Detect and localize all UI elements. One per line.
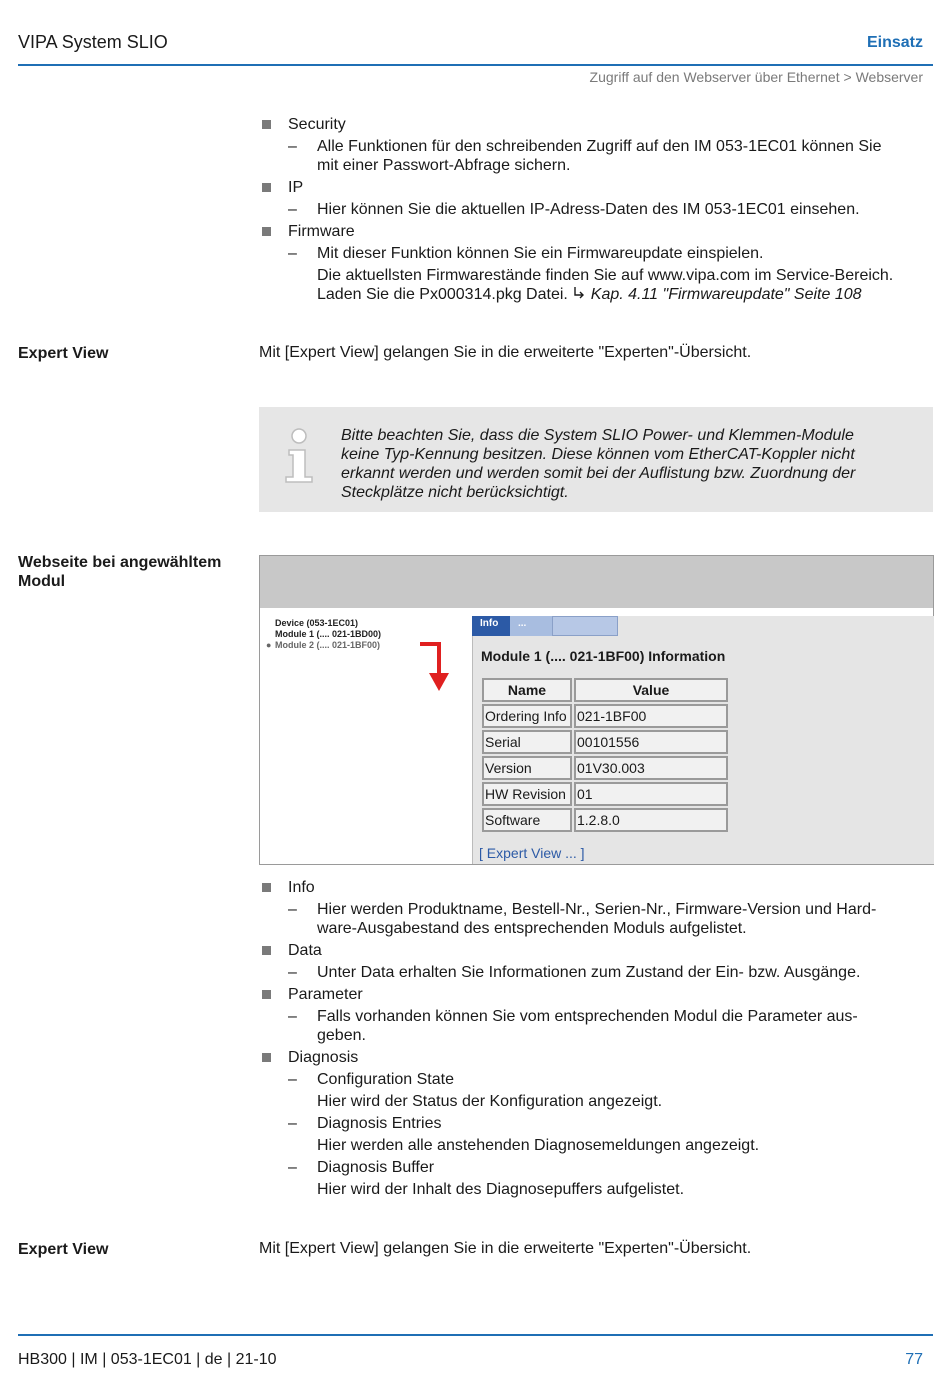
sub-item: – Diagnosis Entries [288, 1115, 442, 1132]
bullet-square-icon [262, 946, 271, 955]
section-title: Einsatz [866, 34, 923, 51]
sub-item: – Alle Funktionen für den schreibenden Zugriff auf den IM 053-1EC01 können Sie [288, 138, 882, 155]
column-header-name: Name [482, 678, 572, 702]
cell-value: 00101556 [574, 730, 728, 754]
panel-title: Module 1 (.... 021-1BF00) Information [481, 648, 726, 664]
cell-value: 01 [574, 782, 728, 806]
breadcrumb: Zugriff auf den Webserver über Ethernet > Webserver [589, 69, 923, 85]
sub-item: – Mit dieser Funktion können Sie ein Firmwareupdate einspielen. [288, 245, 764, 262]
sub-item-description: Hier wird der Status der Konfiguration angezeigt. [317, 1093, 663, 1110]
table-row [482, 808, 728, 832]
cell-name: Version [482, 756, 572, 780]
reference-arrow-icon [572, 286, 586, 300]
bullet-square-icon [262, 227, 271, 236]
list-item-firmware: Firmware [259, 222, 939, 241]
bullet-square-icon [262, 990, 271, 999]
sub-item: – Hier können Sie die aktuellen IP-Adress-Daten des IM 053-1EC01 einsehen. [288, 201, 860, 218]
sub-item-continuation: geben. [317, 1027, 366, 1044]
table-row [482, 730, 728, 754]
cell-value: 1.2.8.0 [574, 808, 728, 832]
page-number: 77 [905, 1351, 923, 1368]
expert-view-text: Mit [Expert View] gelangen Sie in die erweiterte "Experten"-Übersicht. [259, 344, 752, 361]
list-item-data: Data [259, 941, 939, 960]
module-function-list [259, 878, 939, 1202]
sub-item-description: Hier wird der Inhalt des Diagnosepuffers aufgelistet. [317, 1181, 685, 1198]
cell-value: 021-1BF00 [574, 704, 728, 728]
sub-item-continuation: mit einer Passwort-Abfrage sichern. [317, 157, 571, 174]
tab-info[interactable]: Info [472, 616, 510, 636]
bullet-dot-icon: ● [266, 640, 272, 650]
table-header-row [482, 678, 728, 702]
table-row [482, 704, 728, 728]
tree-item-module-1[interactable]: Module 1 (.... 021-1BD00) [275, 629, 382, 639]
expert-view-text: Mit [Expert View] gelangen Sie in die erweiterte "Experten"-Übersicht. [259, 1240, 752, 1257]
footer-document-id: HB300 | IM | 053-1EC01 | de | 21-10 [18, 1351, 277, 1368]
sub-item-continuation: Die aktuellsten Firmwarestände finden Sie auf www.vipa.com im Service-Bereich. [317, 267, 894, 284]
header-divider [18, 64, 933, 66]
module-info-table [480, 676, 730, 834]
module-tree [266, 618, 381, 651]
sub-item-continuation: Laden Sie die Px000314.pkg Datei. Kap. 4.11 "Firmwareupdate" Seite 108 [317, 286, 862, 303]
cross-reference-link[interactable]: Kap. 4.11 "Firmwareupdate" Seite 108 [572, 286, 861, 303]
sub-item: – Unter Data erhalten Sie Informationen zum Zustand der Ein- bzw. Ausgänge. [288, 964, 861, 981]
cell-name: Serial [482, 730, 572, 754]
list-item-security: Security [259, 115, 939, 134]
expert-view-label: Expert View [18, 1241, 109, 1258]
bullet-square-icon [262, 120, 271, 129]
sub-item: – Hier werden Produktname, Bestell-Nr., Serien-Nr., Firmware-Version und Hard- [288, 901, 877, 918]
tree-item-module-2[interactable]: ● Module 2 (.... 021-1BF00) [266, 640, 381, 650]
list-item-parameter: Parameter [259, 985, 939, 1004]
webpage-section-label: Webseite bei angewähltem Modul [18, 554, 222, 590]
bullet-square-icon [262, 1053, 271, 1062]
list-item-diagnosis: Diagnosis [259, 1048, 939, 1067]
note-text: Bitte beachten Sie, dass die System SLIO Power- und Klemmen-Module keine Typ-Kennung besitzen. Diese können vom EtherCAT-Koppler nicht erkannt werden und werden somit bei der Auflistung bzw. Zuordnung der Steckplätze nicht berücksichtigt. [341, 427, 856, 501]
webserver-screenshot [259, 555, 934, 865]
footer-divider [18, 1334, 933, 1336]
sub-item-description: Hier werden alle anstehenden Diagnosemeldungen angezeigt. [317, 1137, 760, 1154]
table-row [482, 756, 728, 780]
cell-name: Ordering Info [482, 704, 572, 728]
bullet-square-icon [262, 183, 271, 192]
screenshot-top-bar [260, 556, 933, 608]
list-item-info: Info [259, 878, 939, 897]
tree-item-device[interactable]: Device (053-1EC01) [275, 618, 359, 628]
tab-more[interactable]: ... [510, 616, 552, 636]
function-list [259, 115, 939, 307]
list-item-ip: IP [259, 178, 939, 197]
document-title: VIPA System SLIO [18, 32, 168, 52]
tab-empty [552, 616, 618, 636]
info-icon [281, 425, 321, 485]
column-header-value: Value [574, 678, 728, 702]
sub-item-continuation: ware-Ausgabestand des entsprechenden Moduls aufgelistet. [317, 920, 747, 937]
sub-item: – Configuration State [288, 1071, 454, 1088]
table-row [482, 782, 728, 806]
red-arrow-icon [420, 641, 450, 693]
expert-view-label: Expert View [18, 345, 109, 362]
cell-value: 01V30.003 [574, 756, 728, 780]
expert-view-link[interactable]: [ Expert View ... ] [479, 845, 585, 861]
bullet-square-icon [262, 883, 271, 892]
sub-item: – Diagnosis Buffer [288, 1159, 435, 1176]
cell-name: Software [482, 808, 572, 832]
cell-name: HW Revision [482, 782, 572, 806]
sub-item: – Falls vorhanden können Sie vom entsprechenden Modul die Parameter aus- [288, 1008, 858, 1025]
